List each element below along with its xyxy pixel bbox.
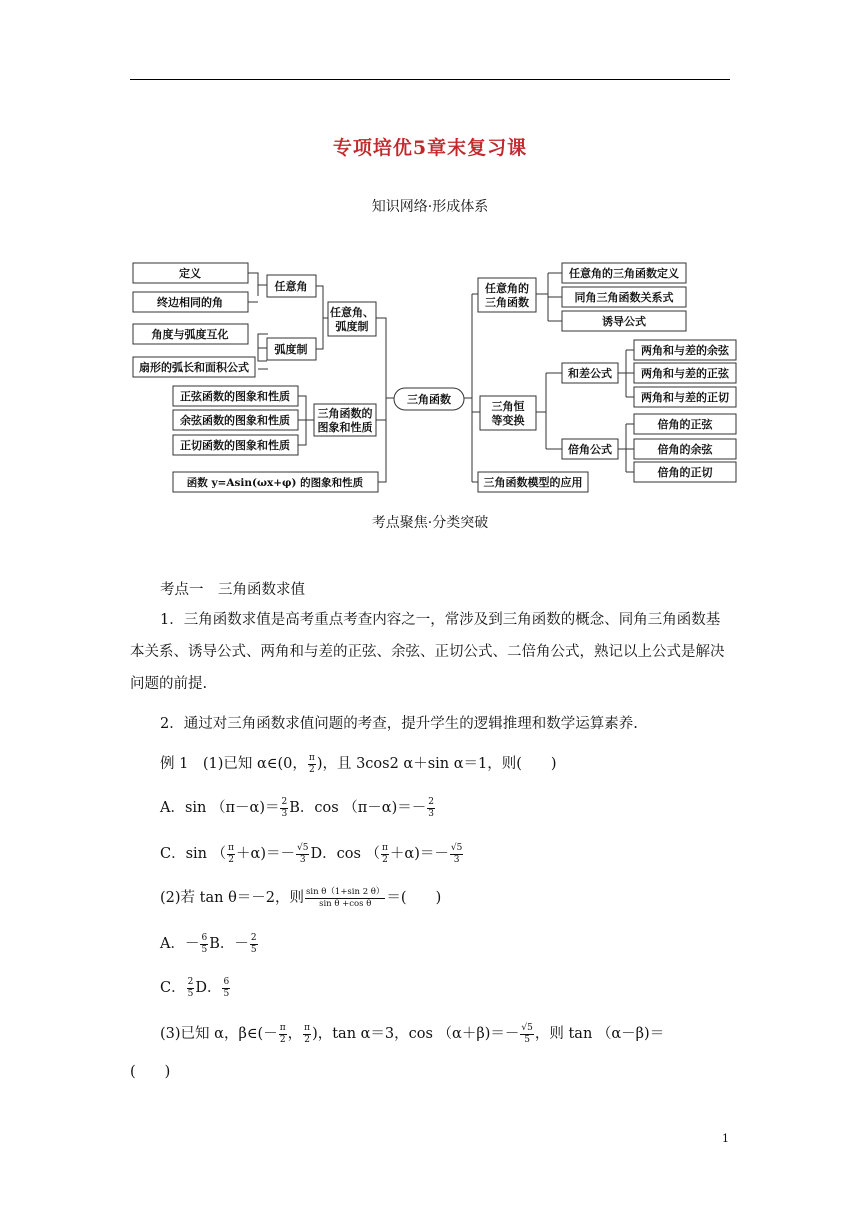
- label-ren-yi-jiao-hu-du-zhi-1: 任意角、: [330, 306, 374, 319]
- label-sin-graph: 正弦函数的图象和性质: [180, 390, 290, 403]
- label-identity-1: 三角恒: [491, 400, 525, 413]
- label-dbl-sin: 倍角的正弦: [657, 418, 713, 431]
- label-identity-2: 等变换: [491, 414, 525, 427]
- label-ren-yi-jiao-hu-du-zhi-2: 弧度制: [335, 320, 369, 333]
- label-ren-yi-jiao: 任意角: [274, 280, 308, 293]
- question-3: (3)已知 α，β∈(－ $\frac{\pi}{2}$ ， $\frac{\pi}{2}$ )，tan α＝3，cos （α＋β)＝－ $\frac{√5}{5}$ ，则 tan （α－β)＝: [160, 1022, 665, 1045]
- label-shan-xing: 扇形的弧长和面积公式: [139, 361, 249, 374]
- label-sum-tan: 两角和与差的正切: [641, 391, 729, 404]
- paragraph-1: 1．三角函数求值是高考重点考查内容之一，常涉及到三角函数的概念、同角三角函数基本关系、诱导公式、两角和与差的正弦、余弦、正切公式、二倍角公式，熟记以上公式是解决问题的前提.: [130, 612, 725, 692]
- page-title: 专项培优5章末复习课: [332, 137, 528, 159]
- question-2: (2)若 tan θ＝－2，则 $\frac{\text{sin θ（1+sin 2 θ）}}{\text{sin θ +cos θ}}$ ＝( ): [160, 886, 442, 909]
- label-center: 三角函数: [407, 393, 451, 406]
- label-jiao-du-hu-du: 角度与弧度互化: [151, 328, 229, 341]
- label-trig-graph-1: 三角函数的: [317, 407, 373, 420]
- label-dbl-tan: 倍角的正切: [657, 466, 713, 479]
- label-ding-yi: 定义: [179, 267, 201, 280]
- label-ren-yi-jiao-trig-2: 三角函数: [485, 296, 529, 309]
- label-induction: 诱导公式: [602, 315, 646, 328]
- label-ren-yi-jiao-trig-1: 任意角的: [485, 282, 529, 295]
- network-heading: 知识网络·形成体系: [371, 199, 489, 215]
- options-row-4: C． $\frac{2}{5}$ D． $\frac{6}{5}$: [160, 976, 230, 999]
- options-row-3: A．－ $\frac{6}{5}$ B．－ $\frac{2}{5}$: [160, 932, 257, 955]
- paragraph-2: 2．通过对三角函数求值问题的考查，提升学生的逻辑推理和数学运算素养.: [160, 716, 638, 732]
- label-trig-graph-2: 图象和性质: [317, 421, 373, 434]
- label-same-angle: 同角三角函数关系式: [574, 291, 674, 304]
- label-def: 任意角的三角函数定义: [569, 267, 679, 280]
- options-row-2: C．sin （ $\frac{\pi}{2}$ ＋α)＝－ $\frac{√5}{3}$ D．cos （ $\frac{\pi}{2}$ ＋α)＝－ $\frac{√5}{3}$: [160, 842, 463, 865]
- example-1-q1: 例 1 (1)已知 α∈(0， $\frac{\pi}{2}$ )，且 3cos2 α＋sin α＝1，则( ): [160, 752, 557, 775]
- label-zhong-bian: 终边相同的角: [157, 296, 223, 309]
- label-sum-diff: 和差公式: [568, 367, 612, 380]
- label-model: 三角函数模型的应用: [483, 476, 583, 489]
- label-sum-cos: 两角和与差的余弦: [641, 344, 729, 357]
- label-tan-graph: 正切函数的图象和性质: [180, 439, 290, 452]
- label-sum-sin: 两角和与差的正弦: [641, 367, 729, 380]
- label-cos-graph: 余弦函数的图象和性质: [180, 414, 290, 427]
- fraction: $\frac{\pi}{2}$: [308, 752, 315, 775]
- label-dbl-cos: 倍角的余弦: [657, 443, 713, 456]
- label-asin: 函数 y=Asin(ωx+φ) 的图象和性质: [186, 477, 364, 489]
- label-hu-du-zhi: 弧度制: [274, 343, 308, 356]
- label-double: 倍角公式: [568, 443, 612, 456]
- focus-heading: 考点聚焦·分类突破: [371, 515, 489, 531]
- question-3-answer-paren: ( ): [130, 1064, 171, 1080]
- header-rule: [130, 79, 730, 80]
- options-row-1: A．sin （π－α)＝ $\frac{2}{3}$ B．cos （π－α)＝－ $\frac{2}{3}$: [160, 796, 434, 819]
- page-number: 1: [722, 1132, 729, 1145]
- topic-heading: 考点一 三角函数求值: [160, 582, 305, 598]
- knowledge-network-diagram: [130, 258, 738, 496]
